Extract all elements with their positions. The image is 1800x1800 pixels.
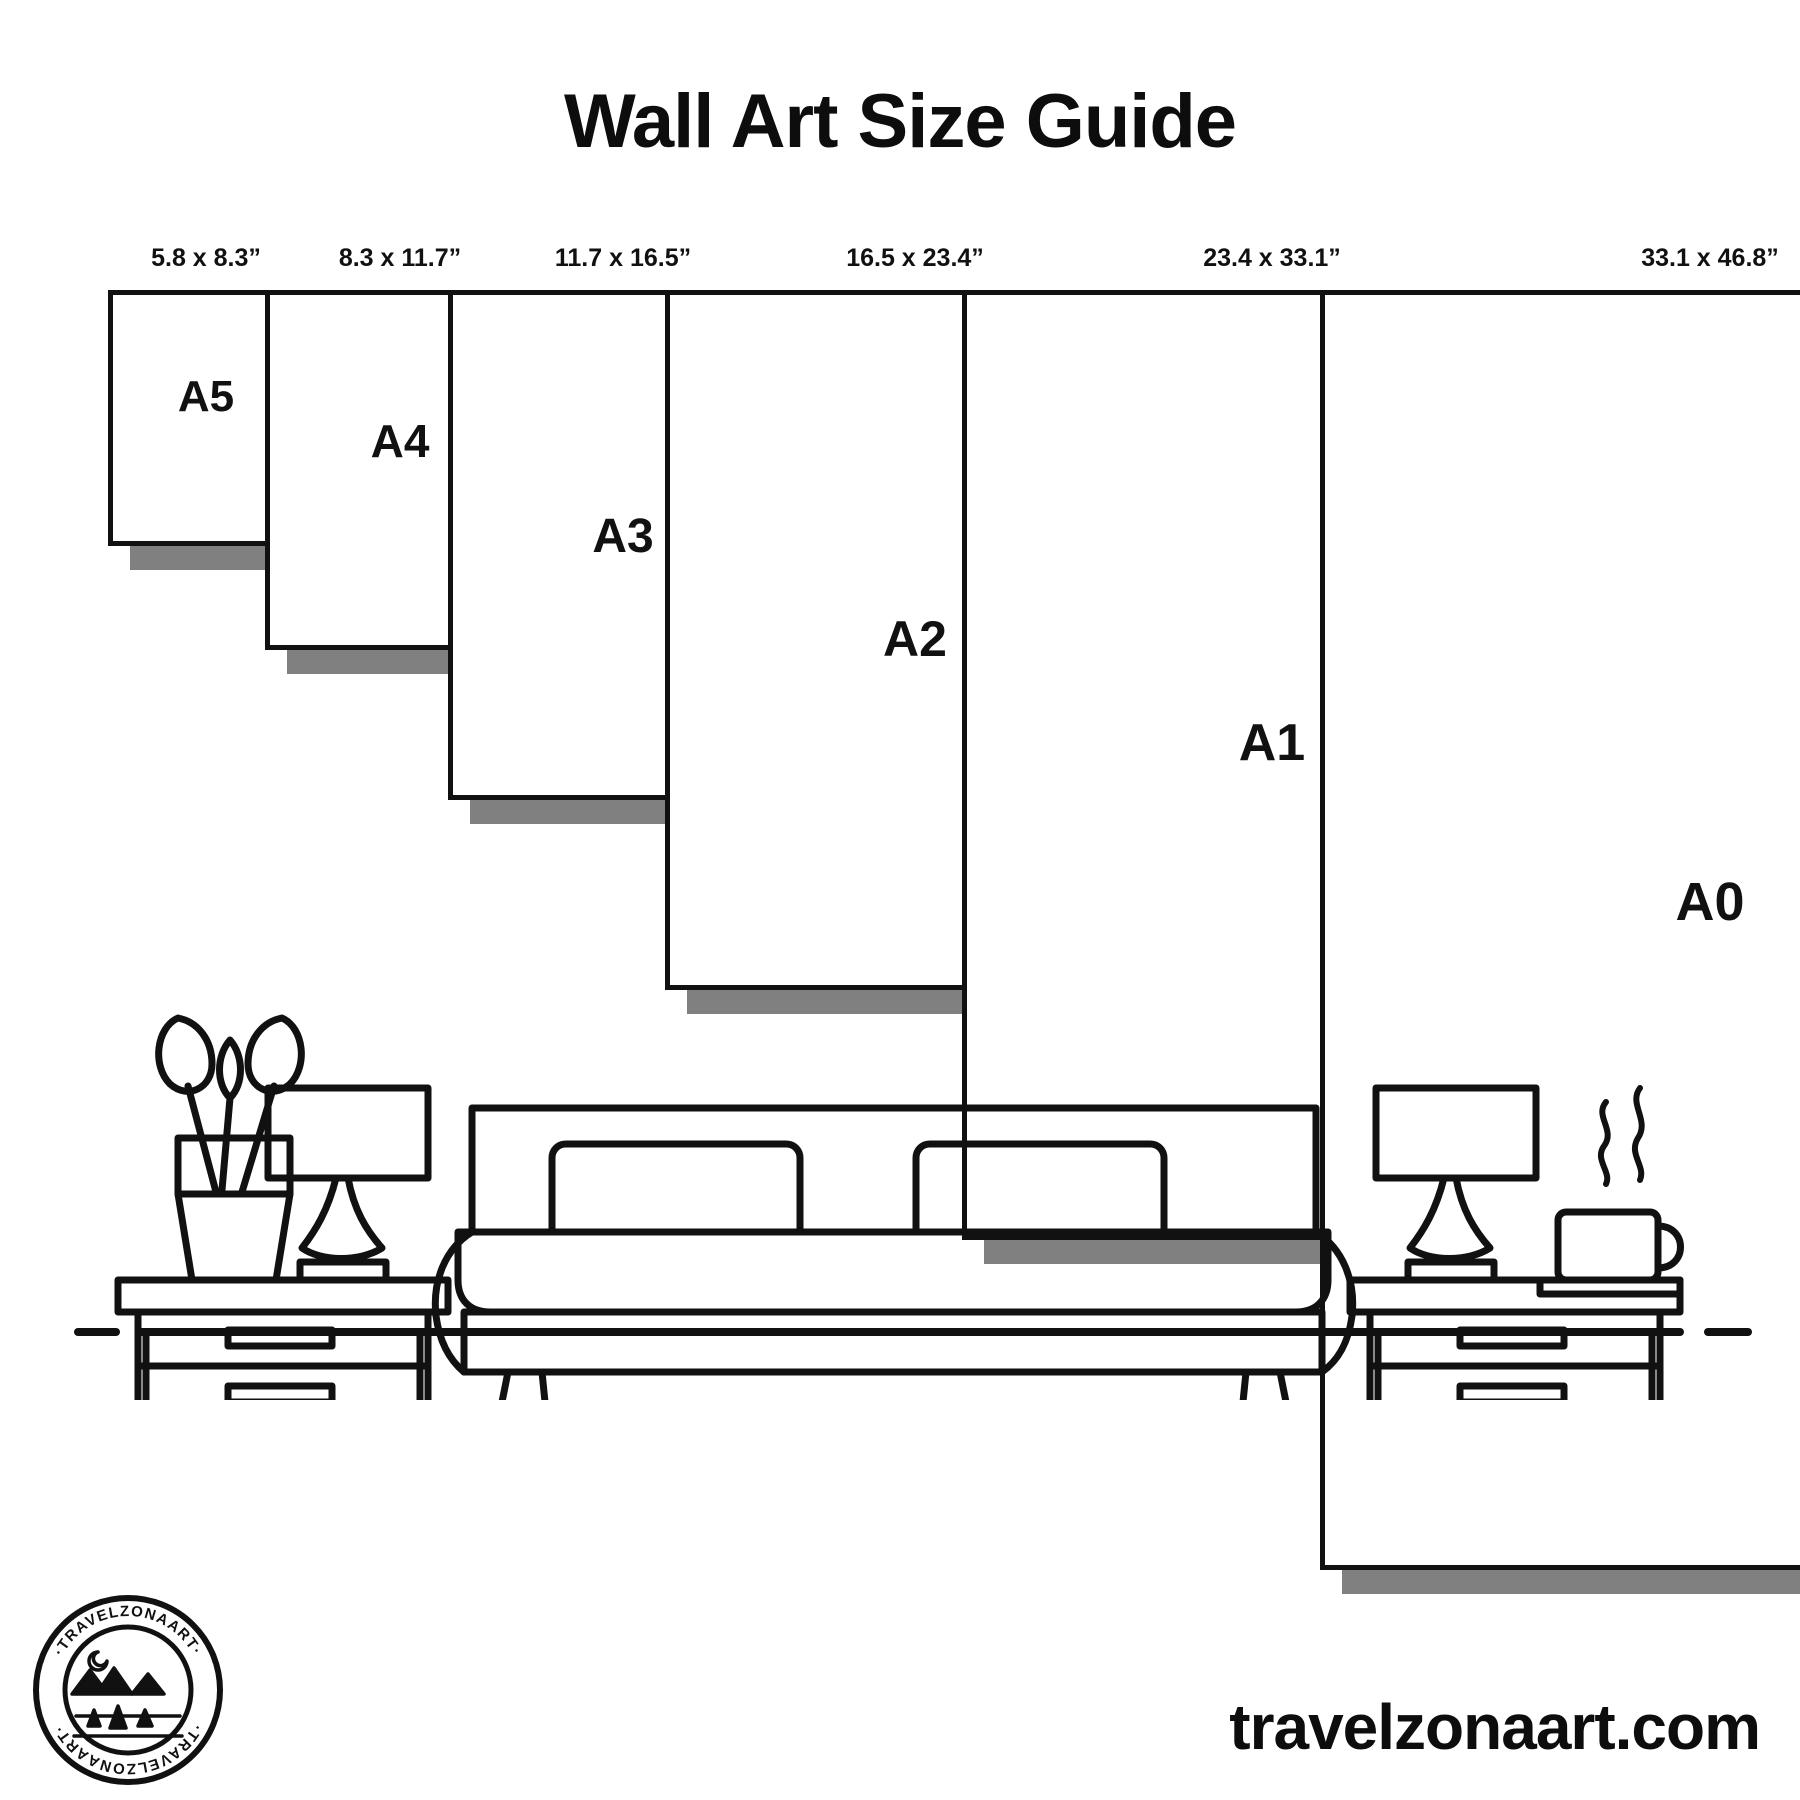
table-lamp-right — [1376, 1088, 1536, 1280]
plant-vase-icon — [159, 1018, 302, 1280]
frame-dimension-label: 11.7 x 16.5” — [554, 244, 692, 272]
svg-text:·TRAVELZONAART· — [50, 1721, 205, 1777]
brand-logo — [28, 1590, 228, 1790]
page-title: Wall Art Size Guide — [563, 79, 1237, 164]
logo-text-top: ·TRAVELZONAART· — [50, 1602, 206, 1659]
frame-name-label: A5 — [177, 372, 235, 421]
frame-name-label: A2 — [883, 611, 947, 667]
bed-icon — [435, 1108, 1352, 1400]
frame-dimension-label: 8.3 x 11.7” — [338, 244, 462, 272]
frame-dimension-label: 5.8 x 8.3” — [151, 244, 261, 272]
frame-name-label: A1 — [1238, 714, 1306, 772]
nightstand-left — [118, 1280, 448, 1400]
bedroom-illustration — [60, 980, 1760, 1400]
site-url[interactable]: travelzonaart.com — [1229, 1691, 1760, 1763]
frame-name-label: A0 — [1675, 872, 1745, 932]
nightstand-right — [1350, 1280, 1680, 1400]
frame-dimension-label: 16.5 x 23.4” — [846, 244, 984, 272]
frame-name-label: A4 — [370, 415, 430, 467]
frame-name-label: A3 — [592, 510, 654, 563]
logo-text-bottom: ·TRAVELZONAART· — [50, 1721, 206, 1778]
coffee-cup-icon — [1540, 1088, 1681, 1294]
svg-text:·TRAVELZONAART· — [50, 1603, 205, 1659]
frame-dimension-label: 23.4 x 33.1” — [1203, 244, 1341, 272]
frame-size-row — [0, 244, 1800, 1030]
frame-dimension-label: 33.1 x 46.8” — [1641, 244, 1779, 272]
